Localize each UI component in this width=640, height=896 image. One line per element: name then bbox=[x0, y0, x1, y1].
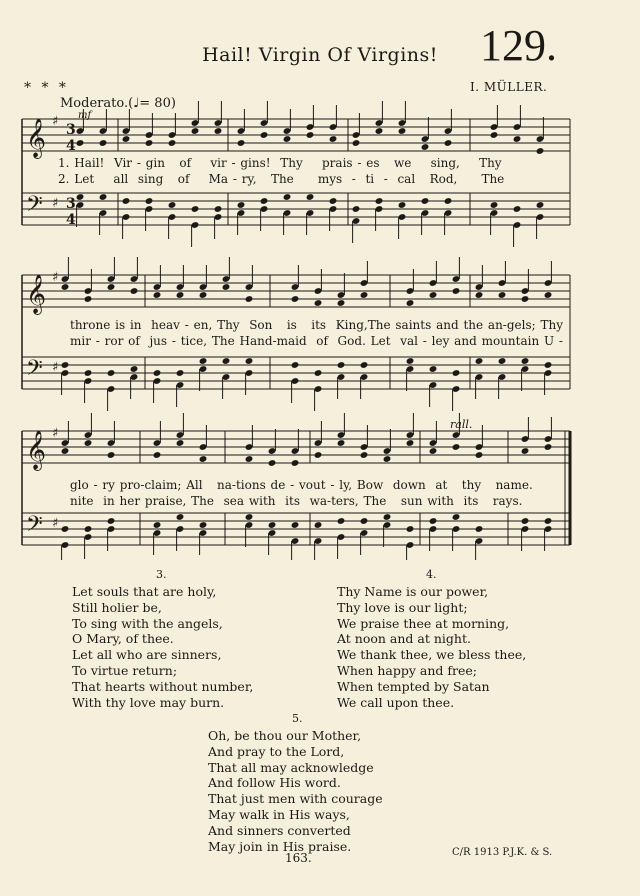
notehead bbox=[191, 127, 200, 135]
notehead bbox=[337, 517, 346, 525]
notehead bbox=[168, 201, 177, 209]
key-signature-sharp: ♯ bbox=[52, 196, 59, 211]
notehead bbox=[260, 197, 269, 205]
verse-5 bbox=[208, 728, 383, 854]
notehead bbox=[314, 369, 323, 377]
composer-credit: I. MÜLLER. bbox=[470, 80, 548, 94]
verse-line: That just men with courage bbox=[208, 791, 383, 807]
treble-clef-icon: 𝄞 bbox=[26, 274, 47, 314]
key-signature-sharp: ♯ bbox=[52, 426, 59, 441]
notehead bbox=[544, 291, 553, 299]
notehead bbox=[99, 139, 108, 147]
notehead bbox=[222, 357, 231, 365]
stars-mark: * * * bbox=[24, 80, 69, 96]
notehead bbox=[291, 361, 300, 369]
notehead bbox=[429, 365, 438, 373]
verse-line: That hearts without number, bbox=[72, 678, 254, 694]
notehead bbox=[536, 201, 545, 209]
notehead bbox=[260, 131, 269, 139]
dynamic-marking: mf bbox=[78, 110, 92, 121]
notehead bbox=[544, 443, 553, 451]
notehead bbox=[153, 291, 162, 299]
verse-4-number: 4. bbox=[426, 568, 437, 581]
notehead bbox=[176, 291, 185, 299]
notehead bbox=[521, 447, 530, 455]
lyric-s2-v1: throne is in heav - en, Thy Son is its King,The saints and the an-gels; Thy bbox=[70, 318, 563, 332]
notehead bbox=[84, 525, 93, 533]
verse-3 bbox=[72, 584, 253, 710]
verse-line: Thy love is our light; bbox=[337, 599, 468, 615]
notehead bbox=[360, 291, 369, 299]
notehead bbox=[306, 131, 315, 139]
notehead bbox=[513, 205, 522, 213]
notehead bbox=[99, 193, 108, 201]
notehead bbox=[61, 283, 70, 291]
verse-line: With thy love may burn. bbox=[72, 694, 225, 710]
verse-line: That all may acknowledge bbox=[208, 759, 374, 775]
time-signature-top: 3 bbox=[66, 122, 76, 138]
notehead bbox=[61, 361, 70, 369]
notehead bbox=[421, 197, 430, 205]
notehead bbox=[214, 205, 223, 213]
verse-5-number: 5. bbox=[292, 712, 303, 725]
notehead bbox=[176, 513, 185, 521]
notehead bbox=[513, 135, 522, 143]
notehead bbox=[153, 521, 162, 529]
notehead bbox=[352, 205, 361, 213]
treble-clef-icon: 𝄞 bbox=[26, 430, 47, 470]
verse-line: May join in His praise. bbox=[208, 838, 352, 854]
notehead bbox=[398, 127, 407, 135]
bass-clef-icon: 𝄢 bbox=[26, 512, 43, 542]
verse-line: And follow His word. bbox=[208, 775, 341, 791]
notehead bbox=[444, 197, 453, 205]
verse-line: Still holier be, bbox=[72, 599, 162, 615]
notehead bbox=[521, 295, 530, 303]
notehead bbox=[314, 451, 323, 459]
notehead bbox=[199, 291, 208, 299]
notehead bbox=[360, 361, 369, 369]
notehead bbox=[360, 517, 369, 525]
verse-line: We call upon thee. bbox=[337, 694, 455, 710]
notehead bbox=[107, 283, 116, 291]
notehead bbox=[521, 517, 530, 525]
notehead bbox=[222, 283, 231, 291]
notehead bbox=[383, 513, 392, 521]
notehead bbox=[237, 201, 246, 209]
notehead bbox=[237, 139, 246, 147]
notehead bbox=[107, 369, 116, 377]
notehead bbox=[291, 459, 300, 467]
notehead bbox=[84, 369, 93, 377]
bass-clef-icon: 𝄢 bbox=[26, 356, 43, 386]
verse-line: O Mary, of thee. bbox=[72, 631, 174, 647]
notehead bbox=[130, 365, 139, 373]
notehead bbox=[122, 197, 131, 205]
notehead bbox=[475, 291, 484, 299]
notehead bbox=[199, 357, 208, 365]
lyric-s1-v2: 2. Let all sing of Ma - ry, The mys - ti - cal Rod, The bbox=[58, 172, 505, 186]
notehead bbox=[521, 357, 530, 365]
tempo-marking: Moderato.(♩= 80) bbox=[60, 96, 176, 111]
notehead bbox=[337, 439, 346, 447]
verse-line: Oh, be thou our Mother, bbox=[208, 728, 362, 743]
notehead bbox=[375, 127, 384, 135]
notehead bbox=[429, 517, 438, 525]
notehead bbox=[544, 517, 553, 525]
notehead bbox=[475, 525, 484, 533]
notehead bbox=[76, 193, 85, 201]
notehead bbox=[145, 139, 154, 147]
copyright-notice: C/R 1913 P.J.K. & S. bbox=[452, 847, 553, 858]
notehead bbox=[406, 439, 415, 447]
verse-line: We praise thee at morning, bbox=[337, 615, 510, 631]
verse-line: Let souls that are holy, bbox=[72, 584, 217, 599]
notehead bbox=[337, 361, 346, 369]
lyric-s3-v1: glo - ry pro-claim; All na-tions de - vout - ly, Bow down at thy name. bbox=[70, 478, 533, 492]
bass-clef-icon: 𝄢 bbox=[26, 192, 43, 222]
notehead bbox=[268, 459, 277, 467]
lyric-s2-v2: mir - ror of jus - tice, The Hand-maid of God. Let val - ley and mountain U - bbox=[70, 334, 563, 348]
notehead bbox=[130, 287, 139, 295]
notehead bbox=[84, 439, 93, 447]
notehead bbox=[544, 361, 553, 369]
notehead bbox=[452, 369, 461, 377]
key-signature-sharp: ♯ bbox=[52, 114, 59, 129]
verse-line: And sinners converted bbox=[208, 822, 351, 838]
notehead bbox=[444, 139, 453, 147]
notehead bbox=[283, 193, 292, 201]
notehead bbox=[406, 525, 415, 533]
notehead bbox=[429, 447, 438, 455]
lyric-s1-v1: 1. Hail! Vir - gin of vir - gins! Thy prais - es we sing, Thy bbox=[58, 156, 502, 170]
hymn-title: Hail! Virgin Of Virgins! bbox=[202, 44, 438, 66]
notehead bbox=[360, 451, 369, 459]
notehead bbox=[245, 357, 254, 365]
rall-marking: rall. bbox=[450, 418, 473, 431]
page-number: 163. bbox=[285, 851, 312, 865]
notehead bbox=[245, 455, 254, 463]
notehead bbox=[536, 147, 545, 155]
notehead bbox=[429, 291, 438, 299]
notehead bbox=[145, 197, 154, 205]
notehead bbox=[498, 291, 507, 299]
verse-line: And pray to the Lord, bbox=[208, 743, 345, 759]
notehead bbox=[214, 127, 223, 135]
notehead bbox=[153, 369, 162, 377]
time-signature-bottom: 4 bbox=[66, 138, 76, 154]
notehead bbox=[199, 521, 208, 529]
notehead bbox=[245, 513, 254, 521]
notehead bbox=[283, 135, 292, 143]
verse-line: When tempted by Satan bbox=[337, 678, 490, 694]
notehead bbox=[421, 143, 430, 151]
notehead bbox=[452, 513, 461, 521]
notehead bbox=[475, 357, 484, 365]
notehead bbox=[329, 197, 338, 205]
notehead bbox=[291, 295, 300, 303]
notehead bbox=[337, 299, 346, 307]
notehead bbox=[199, 455, 208, 463]
verse-line: At noon and at night. bbox=[337, 631, 471, 647]
verse-line: Thy Name is our power, bbox=[337, 584, 489, 599]
notehead bbox=[245, 295, 254, 303]
verse-line: May walk in His ways, bbox=[208, 806, 350, 822]
verse-line: To sing with the angels, bbox=[72, 615, 223, 631]
notehead bbox=[314, 521, 323, 529]
notehead bbox=[383, 455, 392, 463]
notehead bbox=[452, 287, 461, 295]
notehead bbox=[268, 521, 277, 529]
notehead bbox=[406, 299, 415, 307]
notehead bbox=[291, 521, 300, 529]
notehead bbox=[107, 451, 116, 459]
notehead bbox=[398, 201, 407, 209]
notehead bbox=[406, 357, 415, 365]
verse-line: We thank thee, we bless thee, bbox=[337, 647, 527, 663]
verse-line: When happy and free; bbox=[337, 662, 477, 678]
notehead bbox=[452, 443, 461, 451]
notehead bbox=[375, 197, 384, 205]
treble-clef-icon: 𝄞 bbox=[26, 118, 47, 158]
notehead bbox=[84, 295, 93, 303]
notehead bbox=[329, 135, 338, 143]
notehead bbox=[475, 451, 484, 459]
verse-line: To virtue return; bbox=[72, 662, 178, 678]
notehead bbox=[61, 447, 70, 455]
notehead bbox=[314, 299, 323, 307]
notehead bbox=[168, 139, 177, 147]
notehead bbox=[490, 201, 499, 209]
notehead bbox=[76, 139, 85, 147]
time-signature-top: 3 bbox=[66, 196, 76, 212]
verse-line: Let all who are sinners, bbox=[72, 647, 222, 663]
key-signature-sharp: ♯ bbox=[52, 270, 59, 285]
notehead bbox=[191, 205, 200, 213]
notehead bbox=[176, 369, 185, 377]
verse-3-number: 3. bbox=[156, 568, 167, 581]
notehead bbox=[490, 131, 499, 139]
notehead bbox=[153, 451, 162, 459]
verse-4 bbox=[337, 584, 526, 710]
notehead bbox=[107, 517, 116, 525]
notehead bbox=[498, 357, 507, 365]
notehead bbox=[352, 139, 361, 147]
notehead bbox=[61, 525, 70, 533]
time-signature-bottom: 4 bbox=[66, 212, 76, 228]
key-signature-sharp: ♯ bbox=[52, 360, 59, 375]
notehead bbox=[176, 439, 185, 447]
hymn-number: 129. bbox=[480, 21, 557, 70]
key-signature-sharp: ♯ bbox=[52, 516, 59, 531]
notehead bbox=[122, 135, 131, 143]
lyric-s3-v2: nite in her praise, The sea with its wa-ters, The sun with its rays. bbox=[70, 494, 523, 508]
notehead bbox=[306, 193, 315, 201]
